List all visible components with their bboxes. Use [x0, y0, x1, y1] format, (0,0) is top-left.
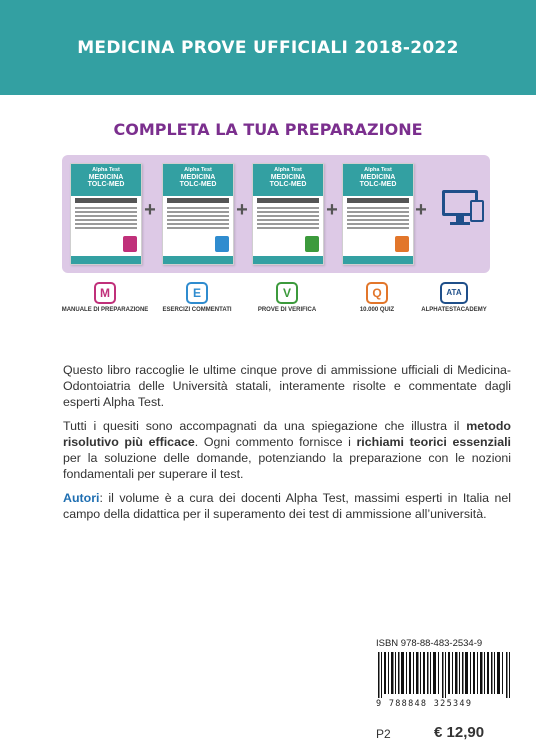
book-tag [123, 236, 137, 252]
book-cover-verifica: Alpha Test MEDICINA TOLC-MED [252, 163, 324, 265]
tablet-icon [470, 200, 484, 222]
book-cover-esercizi: Alpha Test MEDICINA TOLC-MED [162, 163, 234, 265]
legend-badge-ata: ATA [440, 282, 468, 304]
bold-richiami: richiami teorici essenziali [356, 435, 511, 449]
legend-label-esercizi: ESERCIZI COMMENTATI [162, 307, 232, 313]
book-cover-quiz: Alpha Test MEDICINA TOLC-MED [342, 163, 414, 265]
plus-sign: + [415, 199, 427, 221]
bold-metodo: metodo risolutivo più efficace [63, 419, 511, 449]
legend-badge-m: M [94, 282, 116, 304]
legend-label-manuale: MANUALE DI PREPARAZIONE [61, 307, 149, 313]
plus-sign: + [236, 199, 248, 221]
page-title: MEDICINA PROVE UFFICIALI 2018-2022 [77, 38, 459, 58]
legend-label-verifica: PROVE DI VERIFICA [257, 307, 317, 313]
book-tag [215, 236, 229, 252]
description-paragraph-1: Questo libro raccoglie le ultime cinque prove di ammissione ufficiali di Medicina-Odontoiatria delle Università statali, interamente risolte e commentate dagli esperti Alpha Test. [63, 363, 511, 409]
plus-sign: + [144, 199, 156, 221]
book-cover-manuale: Alpha Test MEDICINA TOLC-MED [70, 163, 142, 265]
isbn-block [376, 638, 526, 718]
legend-badge-v: V [276, 282, 298, 304]
barcode-digits: 9 788848 325349 [376, 699, 473, 709]
monitor-base-icon [450, 222, 470, 225]
price-label: € 12,90 [434, 724, 485, 741]
description-paragraph-2: Tutti i quesiti sono accompagnati da una spiegazione che illustra il metodo risolutivo più efficace. Ogni commento fornisce i richiami teorici essenziali per la soluzione delle domande, potenziando la preparazione con le nozioni fondamentali per superare il test. [63, 419, 511, 481]
legend-label-quiz: 10.000 QUIZ [359, 307, 395, 313]
book-tag [305, 236, 319, 252]
section-title: COMPLETA LA TUA PREPARAZIONE [113, 120, 423, 139]
authors-label: Autori [63, 491, 100, 505]
isbn-text: ISBN 978-88-483-2534-9 [376, 638, 483, 649]
product-code: P2 [376, 727, 391, 741]
barcode-icon [376, 652, 516, 698]
plus-sign: + [326, 199, 338, 221]
legend-label-academy: ALPHATESTACADEMY [421, 307, 487, 313]
authors-paragraph: Autori: il volume è a cura dei docenti Alpha Test, massimi esperti in Italia nel campo della didattica per il superamento dei test di ammissione all’università. [63, 491, 511, 521]
legend-badge-e: E [186, 282, 208, 304]
legend-badge-q: Q [366, 282, 388, 304]
book-tag [395, 236, 409, 252]
